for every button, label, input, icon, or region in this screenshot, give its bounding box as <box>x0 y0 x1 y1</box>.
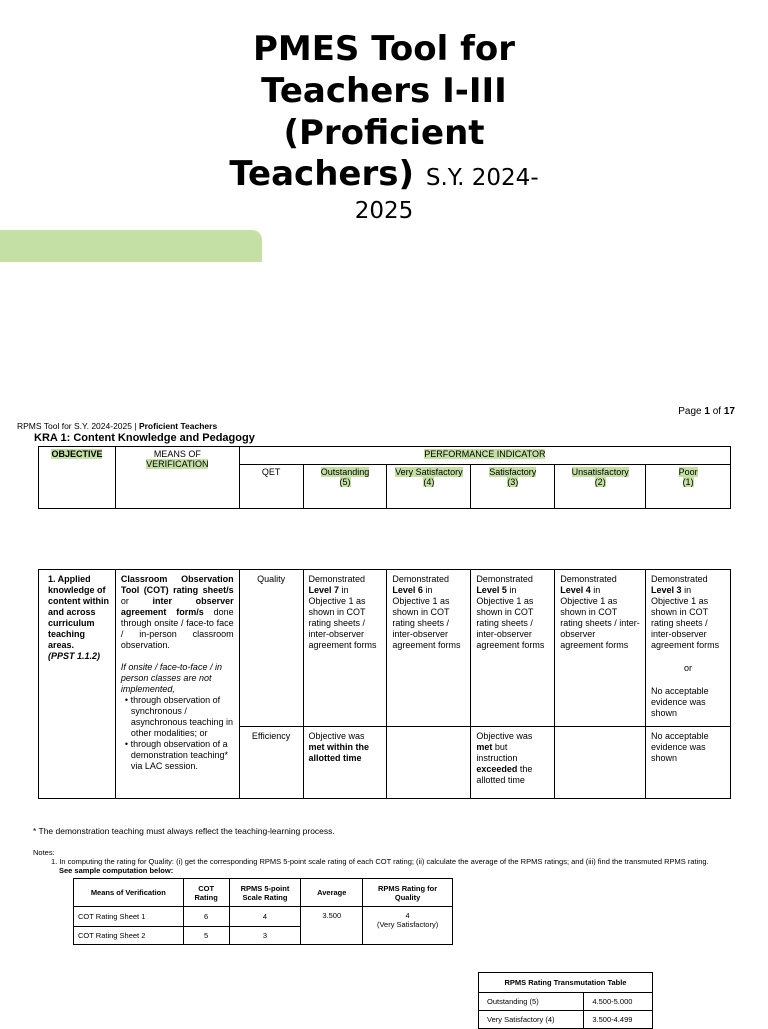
efficiency-unsatisfactory <box>555 727 646 799</box>
level-satisfactory: Satisfactory (3) <box>471 465 555 509</box>
efficiency-very-satisfactory <box>387 727 471 799</box>
level-unsatisfactory: Unsatisfactory (2) <box>555 465 646 509</box>
running-head: RPMS Tool for S.Y. 2024-2025 | Proficient Teachers <box>17 421 218 431</box>
efficiency-label: Efficiency <box>239 727 303 799</box>
table-row-cot: 6 <box>183 907 229 927</box>
table-row-rpms: 3 <box>229 927 301 945</box>
decorative-green-bar <box>0 230 262 262</box>
quality-very-satisfactory: Demonstrated Level 6 in Objective 1 as shown in COT rating sheets / inter-observer agreement forms <box>387 570 471 727</box>
footnote: * The demonstration teaching must always reflect the teaching-learning process. <box>33 826 335 836</box>
qet-header: QET <box>239 465 303 509</box>
indicator-header-table <box>38 446 731 509</box>
table-row-mov: COT Rating Sheet 2 <box>74 927 184 945</box>
sample-average: 3.500 <box>301 907 363 945</box>
sample-rating: 4 (Very Satisfactory) <box>363 907 453 945</box>
sample-header-rating: RPMS Rating for Quality <box>363 879 453 907</box>
transmutation-table <box>478 972 653 1029</box>
quality-label: Quality <box>239 570 303 727</box>
mov-bullet-1: • through observation of synchronous / asynchronous teaching in other modalities; or <box>124 695 233 738</box>
performance-indicator-header: PERFORMANCE INDICATOR <box>239 447 730 465</box>
table-row-mov: COT Rating Sheet 1 <box>74 907 184 927</box>
level-outstanding: Outstanding (5) <box>303 465 387 509</box>
sample-header-average: Average <box>301 879 363 907</box>
efficiency-poor: No acceptable evidence was shown <box>646 727 731 799</box>
efficiency-outstanding: Objective was met within the allotted time <box>303 727 387 799</box>
title-line-1: PMES Tool for <box>252 29 516 69</box>
objective-table <box>38 569 731 799</box>
transmutation-label: Outstanding (5) <box>479 993 584 1011</box>
quality-outstanding: Demonstrated Level 7 in Objective 1 as shown in COT rating sheets / inter-observer agreement forms <box>303 570 387 727</box>
level-very-satisfactory: Very Satisfactory (4) <box>387 465 471 509</box>
title-line-2: Teachers I-III <box>261 71 507 111</box>
transmutation-range: 3.500-4.499 <box>584 1011 653 1029</box>
transmutation-range: 4.500-5.000 <box>584 993 653 1011</box>
mov-bullet-2: • through observation of a demonstration teaching* via LAC session. <box>124 739 228 771</box>
table-row-cot: 5 <box>183 927 229 945</box>
mov-cell: Classroom Observation Tool (COT) rating sheet/s or inter observer agreement form/s done through onsite / face-to face / in-person classroom observation. If onsite / face-to-face / in person classes are not implemented, • through observation of synchronous / asynchronous teaching in other modalities; or • through observation of a demonstration teaching* via LAC session. <box>115 570 239 799</box>
page-number: Page 1 of 17 <box>678 406 735 417</box>
objective-header: OBJECTIVE <box>39 447 116 509</box>
mov-header: MEANS OF VERIFICATION <box>115 447 239 509</box>
objective-cell: 1. Applied knowledge of content within and across curriculum teaching areas. (PPST 1.1.2) <box>39 570 116 799</box>
notes: Notes: 1. In computing the rating for Quality: (i) get the corresponding RPMS 5-point scale rating of each COT rating; (ii) calculate the average of the RPMS ratings; and (iii) find the transmuted RPMS rating. See sample computation below: <box>33 848 709 875</box>
quality-unsatisfactory: Demonstrated Level 4 in Objective 1 as shown in COT rating sheets / inter-observer agreement forms <box>555 570 646 727</box>
transmutation-title: RPMS Rating Transmutation Table <box>479 973 653 993</box>
title-line-3: (Proficient <box>283 113 485 153</box>
kra-heading: KRA 1: Content Knowledge and Pedagogy <box>34 432 255 444</box>
quality-poor: Demonstrated Level 3 in Objective 1 as shown in COT rating sheets / inter-observer agreement forms or No acceptable evidence was shown <box>646 570 731 727</box>
title-line-4: Teachers) <box>229 154 415 194</box>
cover-title <box>0 28 768 224</box>
level-poor: Poor (1) <box>646 465 731 509</box>
quality-satisfactory: Demonstrated Level 5 in Objective 1 as shown in COT rating sheets / inter-observer agreement forms <box>471 570 555 727</box>
sample-header-cot: COT Rating <box>183 879 229 907</box>
school-year-part2: 2025 <box>354 198 414 224</box>
efficiency-satisfactory: Objective was met but instruction exceeded the allotted time <box>471 727 555 799</box>
school-year-part1: S.Y. 2024- <box>425 165 539 191</box>
sample-header-rpms: RPMS 5-point Scale Rating <box>229 879 301 907</box>
transmutation-label: Very Satisfactory (4) <box>479 1011 584 1029</box>
sample-header-mov: Means of Verification <box>74 879 184 907</box>
table-row-rpms: 4 <box>229 907 301 927</box>
sample-computation-table <box>73 878 453 945</box>
